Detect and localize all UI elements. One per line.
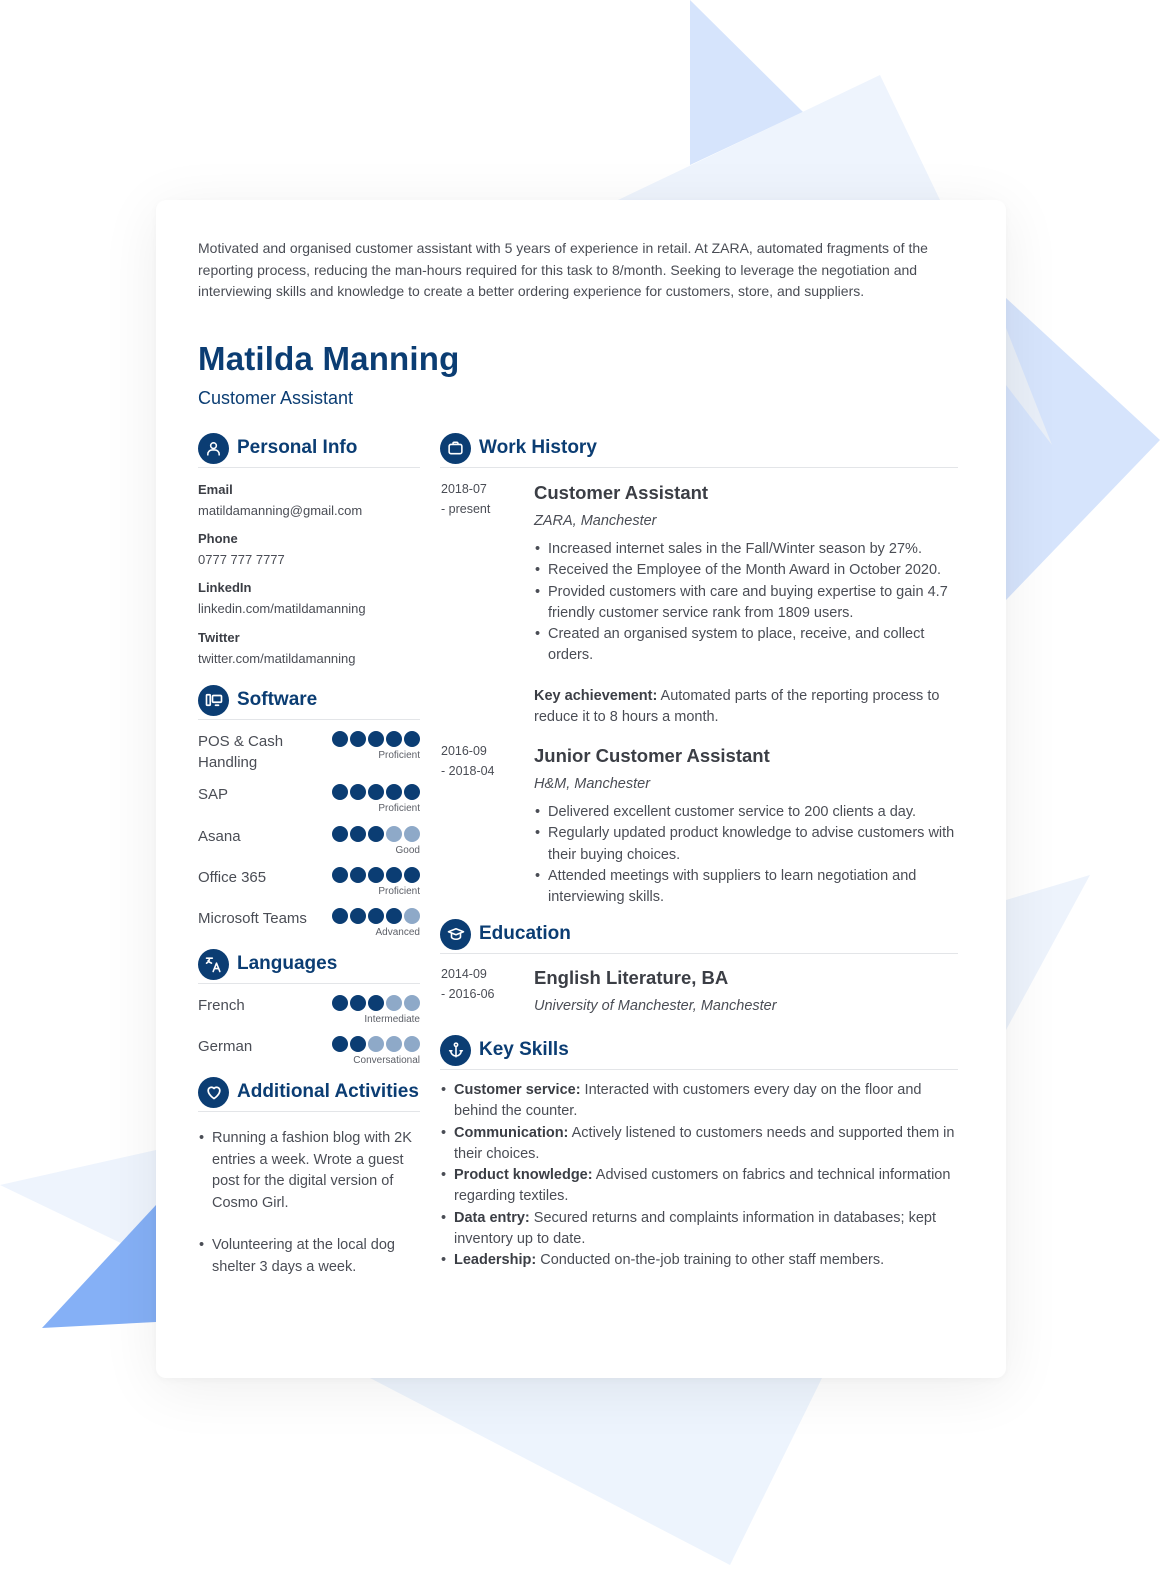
bg-triangle-right xyxy=(1006,298,1160,600)
resume-page xyxy=(156,200,1006,1378)
key-skill-label: Leadership: xyxy=(454,1252,537,1269)
software-item xyxy=(198,867,420,903)
divider xyxy=(198,983,420,984)
job-bullets xyxy=(534,539,964,667)
key-skill-item xyxy=(440,1080,965,1123)
rating-dot-filled xyxy=(386,908,402,924)
divider xyxy=(198,1111,420,1112)
education-entry xyxy=(534,967,964,1014)
language-name: French xyxy=(198,997,245,1014)
software-item xyxy=(198,908,420,944)
rating-dot-filled xyxy=(404,867,420,883)
rating-dot-empty xyxy=(386,1036,402,1052)
section-personal-info xyxy=(198,432,357,464)
section-languages xyxy=(198,948,337,980)
key-skill-item xyxy=(440,1208,965,1251)
rating-dot-empty xyxy=(404,995,420,1011)
phone-value[interactable]: 0777 777 7777 xyxy=(198,552,285,567)
key-skill-item xyxy=(440,1123,965,1166)
rating-dots xyxy=(332,867,420,883)
rating-dot-filled xyxy=(368,731,384,747)
rating-dot-filled xyxy=(368,826,384,842)
graduation-cap-icon xyxy=(440,919,471,950)
job-dates xyxy=(441,741,495,781)
rating-dot-filled xyxy=(332,731,348,747)
date-start: 2018-07 xyxy=(441,482,487,496)
rating-dot-filled xyxy=(386,867,402,883)
rating-dot-filled xyxy=(332,784,348,800)
key-skill-text: Advised customers on fabrics and technical information regarding textiles. xyxy=(454,1167,951,1205)
key-skill-text: Interacted with customers every day on the floor and behind the counter. xyxy=(454,1082,922,1120)
key-achievement-label: Key achievement: xyxy=(534,687,658,704)
heart-icon xyxy=(198,1077,229,1108)
rating-dot-filled xyxy=(404,731,420,747)
section-work-history xyxy=(440,432,597,464)
key-skill-label: Communication: xyxy=(454,1124,569,1141)
job-bullets xyxy=(534,802,964,908)
twitter-label: Twitter xyxy=(198,630,240,645)
rating-dot-filled xyxy=(350,995,366,1011)
date-end: - 2018-04 xyxy=(441,764,495,778)
skill-name: Microsoft Teams xyxy=(198,910,307,927)
school: University of Manchester, Manchester xyxy=(534,998,777,1014)
language-item xyxy=(198,995,420,1031)
skill-level: Advanced xyxy=(375,927,420,938)
key-achievement xyxy=(534,686,964,729)
email-label: Email xyxy=(198,482,233,497)
rating-dot-empty xyxy=(386,995,402,1011)
rating-dot-empty xyxy=(386,826,402,842)
section-heading: Languages xyxy=(237,953,338,974)
degree: English Literature, BA xyxy=(534,967,729,988)
skill-name: Asana xyxy=(198,828,241,845)
rating-dot-filled xyxy=(350,731,366,747)
rating-dot-empty xyxy=(404,1036,420,1052)
software-item xyxy=(198,784,420,820)
rating-dot-filled xyxy=(332,1036,348,1052)
rating-dots xyxy=(332,908,420,924)
skill-name: Office 365 xyxy=(198,869,267,886)
contact-linkedin xyxy=(198,580,420,616)
rating-dots xyxy=(332,995,420,1011)
key-skill-text: Actively listened to customers needs and supported them in their choices. xyxy=(454,1124,955,1162)
rating-dot-empty xyxy=(404,826,420,842)
key-skill-label: Product knowledge: xyxy=(454,1167,593,1184)
job-company: H&M, Manchester xyxy=(534,776,651,792)
rating-dots xyxy=(332,784,420,800)
skill-name: SAP xyxy=(198,786,229,803)
section-key-skills xyxy=(440,1034,569,1066)
job-entry xyxy=(534,745,964,908)
software-item xyxy=(198,826,420,862)
divider xyxy=(198,467,420,468)
rating-dot-filled xyxy=(332,826,348,842)
section-heading: Software xyxy=(237,689,318,710)
divider xyxy=(440,1069,958,1070)
divider xyxy=(198,719,420,720)
section-heading: Education xyxy=(479,923,571,944)
rating-dots xyxy=(332,826,420,842)
rating-dot-filled xyxy=(368,784,384,800)
date-end: - present xyxy=(441,502,491,516)
section-heading: Personal Info xyxy=(237,437,358,458)
key-skill-text: Conducted on-the-job training to other staff members. xyxy=(536,1252,885,1269)
section-heading: Additional Activities xyxy=(237,1081,419,1102)
skill-name: POS & Cash Handling xyxy=(198,733,284,771)
contact-email xyxy=(198,482,420,518)
bg-triangle-right-low xyxy=(1006,875,1090,1030)
linkedin-label: LinkedIn xyxy=(198,580,252,595)
job-bullet: • Created an organised system to place, receive, and collect orders. xyxy=(534,624,964,667)
software-item xyxy=(198,731,420,775)
rating-dot-filled xyxy=(350,908,366,924)
rating-dot-filled xyxy=(350,784,366,800)
rating-dot-filled xyxy=(368,908,384,924)
contact-twitter xyxy=(198,630,420,666)
section-education xyxy=(440,918,571,950)
summary-text: Motivated and organised customer assistant with 5 years of experience in retail. At ZARA, automated fragments of the reporting process, reducing the man-hours required for this task to 8/month. Seeking to leverage the negotiation and interviewing skills and knowledge to create a better ordering experience for customers, store, and suppliers. xyxy=(198,240,928,299)
rating-dot-filled xyxy=(368,995,384,1011)
language-level: Intermediate xyxy=(364,1014,420,1025)
section-heading: Work History xyxy=(479,437,597,458)
candidate-name: Matilda Manning xyxy=(198,340,460,377)
activity-item: • Running a fashion blog with 2K entries a week. Wrote a guest post for the digital version of Cosmo Girl. xyxy=(198,1128,420,1214)
language-level: Conversational xyxy=(353,1055,420,1066)
key-achievement-text: Automated parts of the reporting process to reduce it to 8 hours a month. xyxy=(534,687,940,726)
language-name: German xyxy=(198,1038,253,1055)
skill-level: Proficient xyxy=(378,750,420,761)
key-skill-label: Data entry: xyxy=(454,1209,530,1226)
rating-dot-filled xyxy=(350,1036,366,1052)
job-company: ZARA, Manchester xyxy=(534,513,657,529)
candidate-title: Customer Assistant xyxy=(198,388,354,408)
skill-level: Good xyxy=(395,845,420,856)
anchor-icon xyxy=(440,1035,471,1066)
job-bullet: • Increased internet sales in the Fall/Winter season by 27%. xyxy=(534,539,964,560)
job-bullet: • Delivered excellent customer service to 200 clients a day. xyxy=(534,802,964,823)
rating-dots xyxy=(332,731,420,747)
job-bullet: • Regularly updated product knowledge to advise customers with their buying choices. xyxy=(534,823,964,866)
briefcase-icon xyxy=(440,433,471,464)
divider xyxy=(440,953,958,954)
section-software xyxy=(198,684,317,716)
job-title: Customer Assistant xyxy=(534,482,709,503)
phone-label: Phone xyxy=(198,531,238,546)
rating-dot-filled xyxy=(368,867,384,883)
rating-dot-filled xyxy=(332,867,348,883)
date-start: 2014-09 xyxy=(441,967,487,981)
twitter-value[interactable]: twitter.com/matildamanning xyxy=(198,651,356,666)
job-title: Junior Customer Assistant xyxy=(534,745,770,766)
translate-icon xyxy=(198,949,229,980)
activity-item: • Volunteering at the local dog shelter 3 days a week. xyxy=(198,1235,420,1278)
language-item xyxy=(198,1036,420,1072)
key-skills-list xyxy=(440,1080,965,1272)
key-skill-text: Secured returns and complaints information in databases; kept inventory up to date. xyxy=(454,1209,936,1248)
date-end: - 2016-06 xyxy=(441,987,495,1001)
job-bullet: • Received the Employee of the Month Award in October 2020. xyxy=(534,560,964,581)
rating-dot-filled xyxy=(404,784,420,800)
activities-list xyxy=(198,1128,420,1299)
rating-dot-filled xyxy=(386,784,402,800)
rating-dot-filled xyxy=(350,867,366,883)
section-heading: Key Skills xyxy=(479,1039,569,1060)
date-start: 2016-09 xyxy=(441,744,487,758)
rating-dot-filled xyxy=(386,731,402,747)
rating-dot-filled xyxy=(332,995,348,1011)
rating-dot-empty xyxy=(404,908,420,924)
key-skill-label: Customer service: xyxy=(454,1082,581,1098)
rating-dot-filled xyxy=(350,826,366,842)
linkedin-value[interactable]: linkedin.com/matildamanning xyxy=(198,601,366,616)
user-icon xyxy=(198,433,229,464)
computer-icon xyxy=(198,685,229,716)
rating-dots xyxy=(332,1036,420,1052)
key-skill-item xyxy=(440,1250,965,1271)
bg-triangle-bottom xyxy=(370,1378,822,1565)
rating-dot-filled xyxy=(332,908,348,924)
divider xyxy=(440,467,958,468)
job-bullet: • Attended meetings with suppliers to learn negotiation and interviewing skills. xyxy=(534,866,964,909)
job-bullet: • Provided customers with care and buying expertise to gain 4.7 friendly customer service rank from 1809 users. xyxy=(534,582,964,625)
job-entry xyxy=(534,482,964,728)
email-value[interactable]: matildamanning@gmail.com xyxy=(198,503,363,518)
skill-level: Proficient xyxy=(378,886,420,897)
job-dates xyxy=(441,479,490,519)
contact-phone xyxy=(198,531,420,567)
rating-dot-empty xyxy=(368,1036,384,1052)
key-skill-item xyxy=(440,1165,965,1208)
section-additional-activities xyxy=(198,1076,419,1108)
skill-level: Proficient xyxy=(378,803,420,814)
education-dates xyxy=(441,964,495,1004)
